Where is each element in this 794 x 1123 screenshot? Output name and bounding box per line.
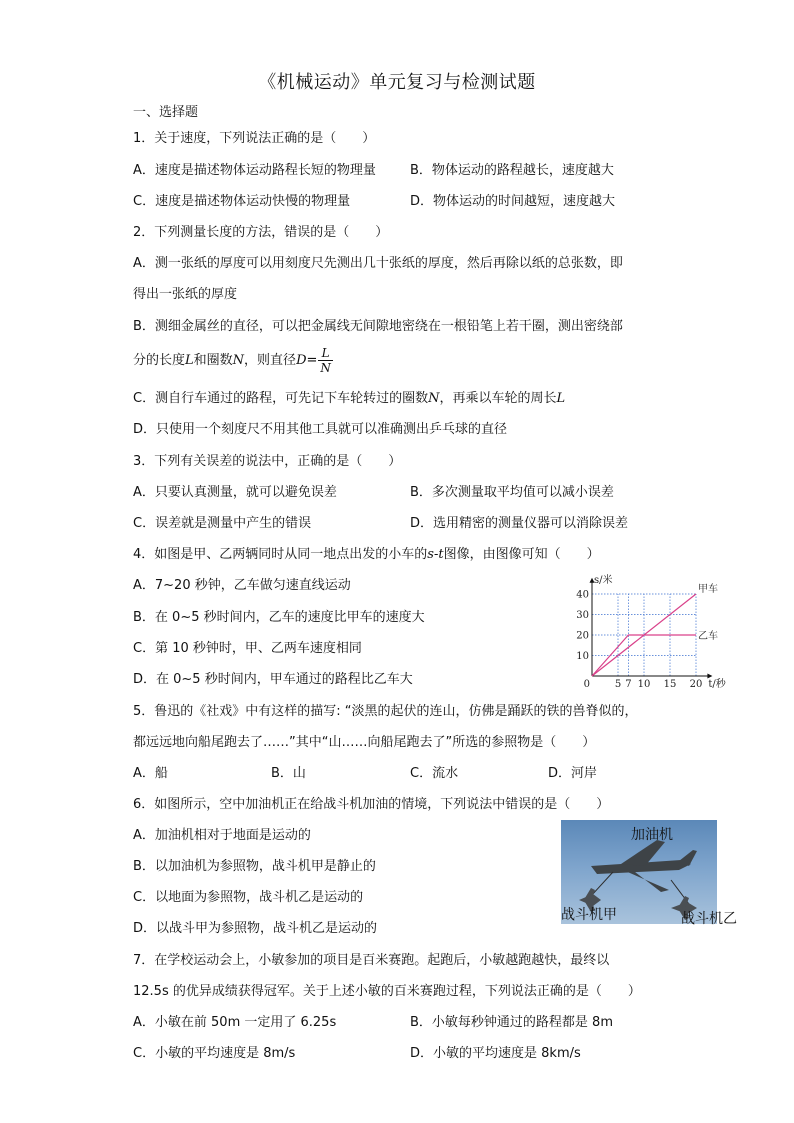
q7-option-c: C．小敏的平均速度是 8m/s (133, 1046, 296, 1061)
origin-label: 0 (583, 679, 590, 690)
y-tick-label-3: 40 (576, 589, 589, 601)
q2-b-text-2: 和圈数 (193, 353, 233, 368)
x-tick-label-0: 5 (614, 679, 622, 690)
st-graph (576, 574, 736, 692)
q2-b-text-3: ，则直径 (244, 353, 297, 368)
q4-stem-text-2: 图像，由图像可知（ ） (443, 547, 600, 562)
q5-stem-line1: 5．鲁迅的《社戏》中有这样的描写: “淡黑的起伏的连山，仿佛是踊跃的铁的兽脊似的， (133, 704, 638, 719)
q5-option-b: B．山 (271, 766, 306, 781)
q1-stem: 1．关于速度，下列说法正确的是（ ） (133, 131, 376, 146)
q3-option-c: C．误差就是测量中产生的错误 (133, 516, 312, 531)
x-tick-label-2: 10 (637, 679, 651, 690)
q7-option-d: D．小敏的平均速度是 8km/s (410, 1046, 581, 1061)
q7-option-b: B．小敏每秒钟通过的路程都是 8m (410, 1015, 613, 1030)
section-heading: 一、选择题 (133, 105, 199, 120)
page-title: 《机械运动》单元复习与检测试题 (258, 72, 536, 93)
series-label-0: 甲车 (698, 584, 718, 595)
q4-option-a: A．7~20 秒钟，乙车做匀速直线运动 (133, 578, 351, 593)
q4-stem-text-1: 4．如图是甲、乙两辆同时从同一地点出发的小车的 (133, 547, 428, 562)
q2-b-var-d: D (296, 353, 307, 368)
q6-option-b: B．以加油机为参照物，战斗机甲是静止的 (133, 859, 376, 874)
label-tanker: 加油机 (631, 827, 673, 843)
label-fighter-a: 战斗机甲 (561, 907, 617, 923)
q6-option-a: A．加油机相对于地面是运动的 (133, 828, 311, 843)
q2-c-var-l: L (556, 391, 566, 406)
fraction-numerator: L (318, 346, 333, 361)
refueling-photo (561, 820, 737, 927)
q2-option-b-line2 (133, 344, 333, 378)
q3-option-b: B．多次测量取平均值可以减小误差 (410, 485, 614, 500)
q1-option-a: A．速度是描述物体运动路程长短的物理量 (133, 163, 376, 178)
x-axis-arrow (707, 674, 712, 679)
q4-stem (133, 546, 600, 564)
q4-option-d: D．在 0~5 秒时间内，甲车通过的路程比乙车大 (133, 672, 413, 687)
y-tick-label-1: 20 (576, 630, 589, 642)
q6-option-d: D．以战斗甲为参照物，战斗机乙是运动的 (133, 921, 378, 936)
hose-line-a (591, 872, 613, 896)
y-tick-label-0: 10 (576, 651, 589, 662)
q2-b-var-l: L (185, 353, 194, 368)
q2-option-b-line1: B．测细金属丝的直径，可以把金属线无间隙地密绕在一根铅笔上若干圈，测出密绕部 (133, 319, 623, 334)
q5-stem-line2: 都远远地向船尾跑去了……”其中“山……向船尾跑去了”所选的参照物是（ ） (133, 735, 596, 750)
tanker-plane-icon (591, 840, 697, 892)
q2-b-text-1: 分的长度 (133, 353, 186, 368)
q2-c-text-1: C．测自行车通过的路程，可先记下车轮转过的圈数 (133, 391, 429, 406)
q2-b-equals: = (306, 353, 318, 368)
q4-option-b: B．在 0~5 秒时间内，乙车的速度比甲车的速度大 (133, 610, 425, 625)
q5-option-d: D．河岸 (548, 766, 598, 781)
q2-option-a-line1: A．测一张纸的厚度可以用刻度尺先测出几十张纸的厚度，然后再除以纸的总张数，即 (133, 256, 623, 271)
q2-stem: 2．下列测量长度的方法，错误的是（ ） (133, 225, 389, 240)
q2-option-a-line2: 得出一张纸的厚度 (133, 287, 238, 302)
q5-option-a: A．船 (133, 766, 168, 781)
q6-option-c: C．以地面为参照物，战斗机乙是运动的 (133, 890, 364, 905)
x-tick-label-3: 15 (663, 679, 677, 690)
x-tick-label-1: 7 (625, 679, 632, 690)
q7-stem-line2: 12.5s 的优异成绩获得冠军。关于上述小敏的百米赛跑过程，下列说法正确的是（ ） (133, 984, 641, 999)
q1-option-c: C．速度是描述物体运动快慢的物理量 (133, 194, 351, 209)
q3-option-a: A．只要认真测量，就可以避免误差 (133, 485, 337, 500)
q3-stem: 3．下列有关误差的说法中，正确的是（ ） (133, 454, 402, 469)
q5-option-c: C．流水 (410, 766, 459, 781)
q2-option-c (133, 390, 565, 408)
q2-option-d: D．只使用一个刻度尺不用其他工具就可以准确测出乒乓球的直径 (133, 422, 508, 437)
q4-option-c: C．第 10 秒钟时，甲、乙两车速度相同 (133, 641, 362, 656)
label-fighter-b: 战斗机乙 (681, 911, 737, 927)
x-axis-label: t/秒 (708, 679, 726, 690)
y-tick-label-2: 30 (576, 610, 589, 621)
q2-c-var-n: N (428, 391, 440, 406)
q3-option-d: D．选用精密的测量仪器可以消除误差 (410, 516, 629, 531)
q2-b-var-n: N (232, 353, 245, 368)
q7-option-a: A．小敏在前 50m 一定用了 6.25s (133, 1015, 337, 1030)
q1-option-b: B．物体运动的路程越长，速度越大 (410, 163, 614, 178)
x-tick-label-4: 20 (689, 679, 703, 690)
series-label-1: 乙车 (698, 631, 718, 642)
y-axis-label: s/米 (594, 574, 613, 586)
q4-stem-st: s-t (427, 547, 444, 562)
q2-c-text-2: ，再乘以车轮的周长 (439, 391, 557, 406)
q6-stem: 6．如图所示，空中加油机正在给战斗机加油的情境，下列说法中错误的是（ ） (133, 797, 610, 812)
fraction-denominator: N (320, 361, 331, 375)
q7-stem-line1: 7．在学校运动会上，小敏参加的项目是百米赛跑。起跑后，小敏越跑越快，最终以 (133, 953, 610, 968)
q1-option-d: D．物体运动的时间越短，速度越大 (410, 194, 616, 209)
q2-fraction (318, 346, 333, 375)
